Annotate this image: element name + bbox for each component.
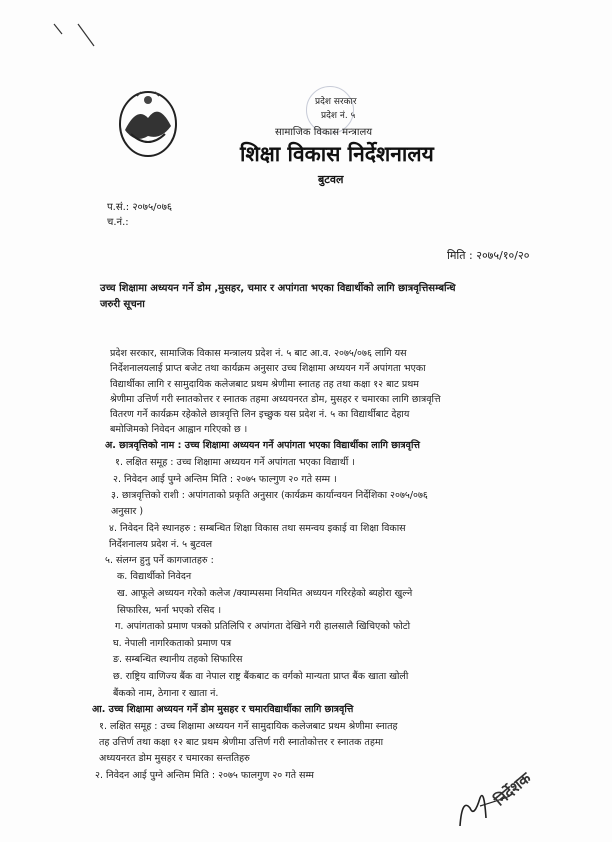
- section-a-item: ४. निवेदन दिने स्थानहरु : सम्बन्धित शिक्षा विकास तथा समन्वय इकाई वा शिक्षा विकास: [109, 523, 406, 534]
- section-a-item: ५. संलग्न हुनु पर्ने कागजातहरु :: [105, 555, 214, 566]
- header-office: शिक्षा विकास निर्देशनालय: [240, 142, 434, 166]
- subject-line-1: उच्च शिक्षामा अध्ययन गर्ने डोम ,मुसहर, चमार र अपांगता भएका विद्यार्थीको लागि छात्रवृत्तिसम्बन्धि: [100, 283, 456, 294]
- corner-mark-icon: [50, 20, 100, 50]
- section-aa-title: आ. उच्च शिक्षामा अध्ययन गर्ने डोम मुसहर र चमारविद्यार्थीका लागि छात्रवृत्ति: [92, 704, 354, 715]
- intro-line: वितरण गर्ने कार्यक्रम रहेकोले छात्रवृत्ति लिन इच्छुक यस प्रदेश नं. ५ का विद्यार्थीबाट देहाय: [110, 409, 410, 420]
- section-a-item: निर्देशनालय प्रदेश नं. ५ बुटवल: [109, 539, 213, 550]
- header-government: प्रदेश सरकार: [315, 97, 357, 107]
- nepal-emblem-icon: [117, 88, 179, 158]
- section-a-item: २. निवेदन आई पुग्ने अन्तिम मिति : २०७५ फाल्गुण २० गते सम्म ।: [113, 474, 337, 485]
- section-a-item: घ. नेपाली नागरिकताको प्रमाण पत्र: [113, 638, 232, 649]
- section-a-item: क. विद्यार्थीको निवेदन: [117, 571, 192, 582]
- section-a-item: ग. अपांगताको प्रमाण पत्रको प्रतिलिपि र अपांगता देखिने गरी हालसालै खिचिएको फोटो: [115, 621, 411, 632]
- section-aa-item: तह उत्तिर्ण तथा कक्षा १२ बाट प्रथम श्रेणीमा उत्तिर्ण गरी स्नातोकोत्तर र स्नातक तहमा: [99, 737, 384, 748]
- header-province: प्रदेश नं. ५: [321, 111, 356, 121]
- dispatch-number: च.नं.:: [107, 217, 129, 228]
- section-a-item: छ. राष्ट्रिय वाणिज्य बैंक वा नेपाल राष्ट्र बैंकबाट क वर्गको मान्यता प्राप्त बैंक खाता खोली: [113, 671, 409, 682]
- section-aa-item: अध्ययनरत डोम मुसहर र चमारका सन्ततिहरु: [99, 753, 250, 764]
- ref-number: प.सं.: २०७५/०७६: [107, 202, 173, 213]
- section-a-item: १. लक्षित समूह : उच्च शिक्षामा अध्ययन गर्ने अपांगता भएका विद्यार्थी ।: [115, 457, 355, 468]
- section-a-item: ख. आफूले अध्ययन गरेको कलेज /क्याम्पसमा नियमित अध्ययन गरिरहेको ब्यहोरा खुल्ने: [117, 588, 413, 599]
- section-a-item: ङ. सम्बन्धित स्थानीय तहको सिफारिस: [113, 654, 243, 665]
- header-ministry: सामाजिक विकास मन्त्रालय: [275, 127, 373, 138]
- header-place: बुटवल: [318, 173, 344, 186]
- signatory-title: निर्देशक: [490, 768, 535, 810]
- section-a-item: ३. छात्रवृत्तिको राशी : अपांगताको प्रकृति अनुसार (कार्यक्रम कार्यान्वयन निर्देशिका २०७५/०७६: [111, 490, 428, 501]
- subject-line-2: जरुरी सूचना: [100, 299, 145, 310]
- section-a-item: अनुसार ): [111, 506, 144, 517]
- section-a-item: सिफारिस, भर्ना भएको रसिद ।: [117, 605, 222, 616]
- intro-line: श्रेणीमा उत्तिर्ण गरी स्नातकोत्तर र स्नातक तहमा अध्ययनरत डोम, मुसहर र चमारका लागि छात्रवृत्ति: [110, 394, 441, 405]
- section-aa-item: २. निवेदन आई पुग्ने अन्तिम मिति : २०७५ फालगुण २० गते सम्म: [95, 770, 314, 781]
- intro-line: प्रदेश सरकार, सामाजिक विकास मन्त्रालय प्रदेश नं. ५ बाट आ.व. २०७५/०७६ लागि यस: [110, 348, 407, 359]
- section-aa-item: १. लक्षित समूह : उच्च शिक्षामा अध्ययन गर्ने सामुदायिक कलेजबाट प्रथम श्रेणीमा स्नातह: [99, 721, 398, 732]
- intro-line: विद्यार्थीका लागि र सामुदायिक कलेजबाट प्रथम श्रेणीमा स्नातह तह तथा कक्षा १२ बाट प्रथम: [110, 379, 419, 390]
- intro-line: बमोजिमको निवेदन आह्वान गरिएको छ ।: [110, 424, 248, 435]
- document-date: मिति : २०७५/१०/२०: [447, 249, 530, 262]
- intro-line: निर्देशनालयलाई प्राप्त बजेट तथा कार्यक्रम अनुसार उच्च शिक्षामा अध्ययन गर्ने अपांगता भएका: [110, 363, 426, 374]
- section-a-item: बैंकको नाम, ठेगाना र खाता नं.: [113, 688, 219, 699]
- section-a-title: अ. छात्रवृत्तिको नाम : उच्च शिक्षामा अध्ययन गर्ने अपांगता भएका विद्यार्थीका लागि छात्रवृत्ति: [105, 440, 420, 451]
